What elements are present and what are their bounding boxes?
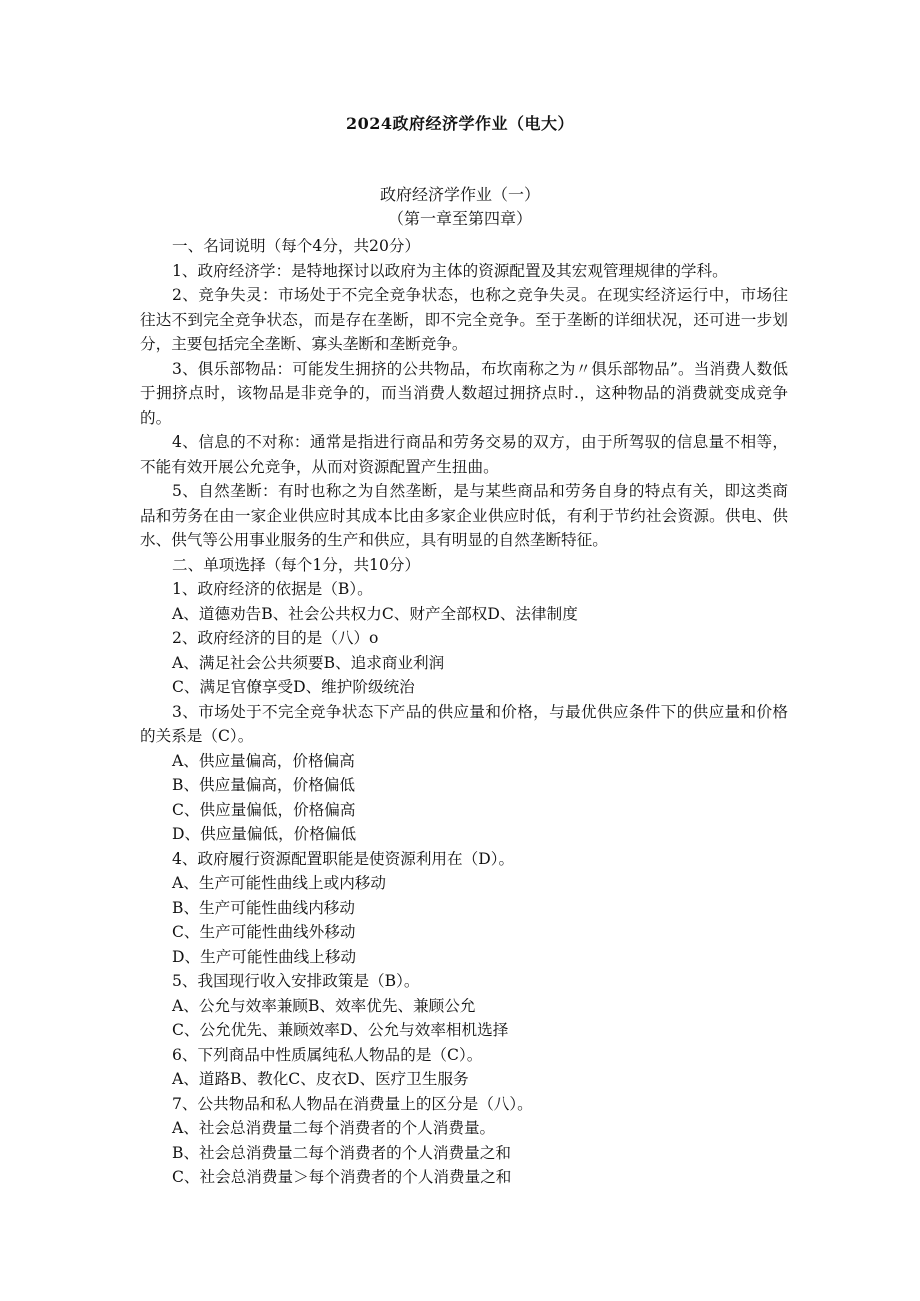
assignment-title: 政府经济学作业（一） xyxy=(379,185,540,204)
section-heading: 二、单项选择（每个1分，共10分） xyxy=(172,555,421,574)
question-option: A、道路B、教化C、皮衣D、医疗卫生服务 xyxy=(172,1070,469,1088)
question-option: A、道德劝告B、社会公共权力C、财产全部权D、法律制度 xyxy=(172,604,578,623)
question-option: A、生产可能性曲线上或内移动 xyxy=(172,874,386,892)
document-title: 2024政府经济学作业（电大） xyxy=(345,114,575,133)
question-text: 5、我国现行收入安排政策是（B）。 xyxy=(172,972,420,990)
question-option: D、生产可能性曲线上移动 xyxy=(172,947,357,966)
document-body xyxy=(140,234,788,1190)
definition-item: 1、政府经济学：是特地探讨以政府为主体的资源配置及其宏观管理规律的学科。 xyxy=(172,261,728,280)
question-text: 1、政府经济的依据是（B）。 xyxy=(172,580,373,598)
question-option: D、供应量偏低，价格偏低 xyxy=(172,825,357,843)
question-text: 7、公共物品和私人物品在消费量上的区分是（八）。 xyxy=(172,1094,533,1113)
question-option: A、社会总消费量二每个消费者的个人消费量。 xyxy=(172,1119,496,1137)
question-option: C、供应量偏低，价格偏高 xyxy=(172,800,356,819)
question-option: B、社会总消费量二每个消费者的个人消费量之和 xyxy=(172,1143,511,1162)
question-option: C、公允优先、兼顾效率D、公允与效率相机选择 xyxy=(172,1021,509,1039)
definition-item: 3、俱乐部物品：可能发生拥挤的公共物品，布坎南称之为〃俱乐部物品”。当消费人数低于拥挤点时，该物品是非竞争的，而当消费人数超过拥挤点时.，这种物品的消费就变成竞争的。 xyxy=(140,359,788,427)
question-option: C、满足官僚享受D、维护阶级统治 xyxy=(172,678,415,696)
question-text: 6、下列商品中性质属纯私人物品的是（C）。 xyxy=(172,1045,483,1064)
chapter-range: （第一章至第四章） xyxy=(387,209,532,228)
question-text: 3、市场处于不完全竞争状态下产品的供应量和价格，与最优供应条件下的供应量和价格的关系是（C）。 xyxy=(140,702,788,745)
question-text: 2、政府经济的目的是（八）o xyxy=(172,629,379,647)
definition-item: 2、竞争失灵：市场处于不完全竞争状态，也称之竞争失灵。在现实经济运行中，市场往往达不到完全竞争状态，而是存在垄断，即不完全竞争。至于垄断的详细状况，还可进一步划分，主要包括完全垄断、寡头垄断和垄断竞争。 xyxy=(140,286,788,353)
question-option: C、社会总消费量＞每个消费者的个人消费量之和 xyxy=(172,1168,512,1186)
section-heading: 一、名词说明（每个4分，共20分） xyxy=(172,237,421,255)
question-option: B、生产可能性曲线内移动 xyxy=(172,898,355,917)
question-option: A、供应量偏高，价格偏高 xyxy=(172,751,355,770)
definition-item: 4、信息的不对称：通常是指进行商品和劳务交易的双方，由于所驾驭的信息量不相等，不能有效开展公允竞争，从而对资源配置产生扭曲。 xyxy=(140,433,788,476)
question-option: A、公允与效率兼顾B、效率优先、兼顾公允 xyxy=(172,996,476,1015)
question-option: C、生产可能性曲线外移动 xyxy=(172,923,356,941)
question-option: B、供应量偏高，价格偏低 xyxy=(172,776,355,794)
question-option: A、满足社会公共须要B、追求商业利润 xyxy=(172,653,445,672)
question-text: 4、政府履行资源配置职能是使资源利用在（D）。 xyxy=(172,849,515,868)
definition-item: 5、自然垄断：有时也称之为自然垄断，是与某些商品和劳务自身的特点有关，即这类商品和劳务在由一家企业供应时其成本比由多家企业供应时低，有利于节约社会资源。供电、供水、供气等公用事业服务的生产和供应，具有明显的自然垄断特征。 xyxy=(140,482,788,549)
